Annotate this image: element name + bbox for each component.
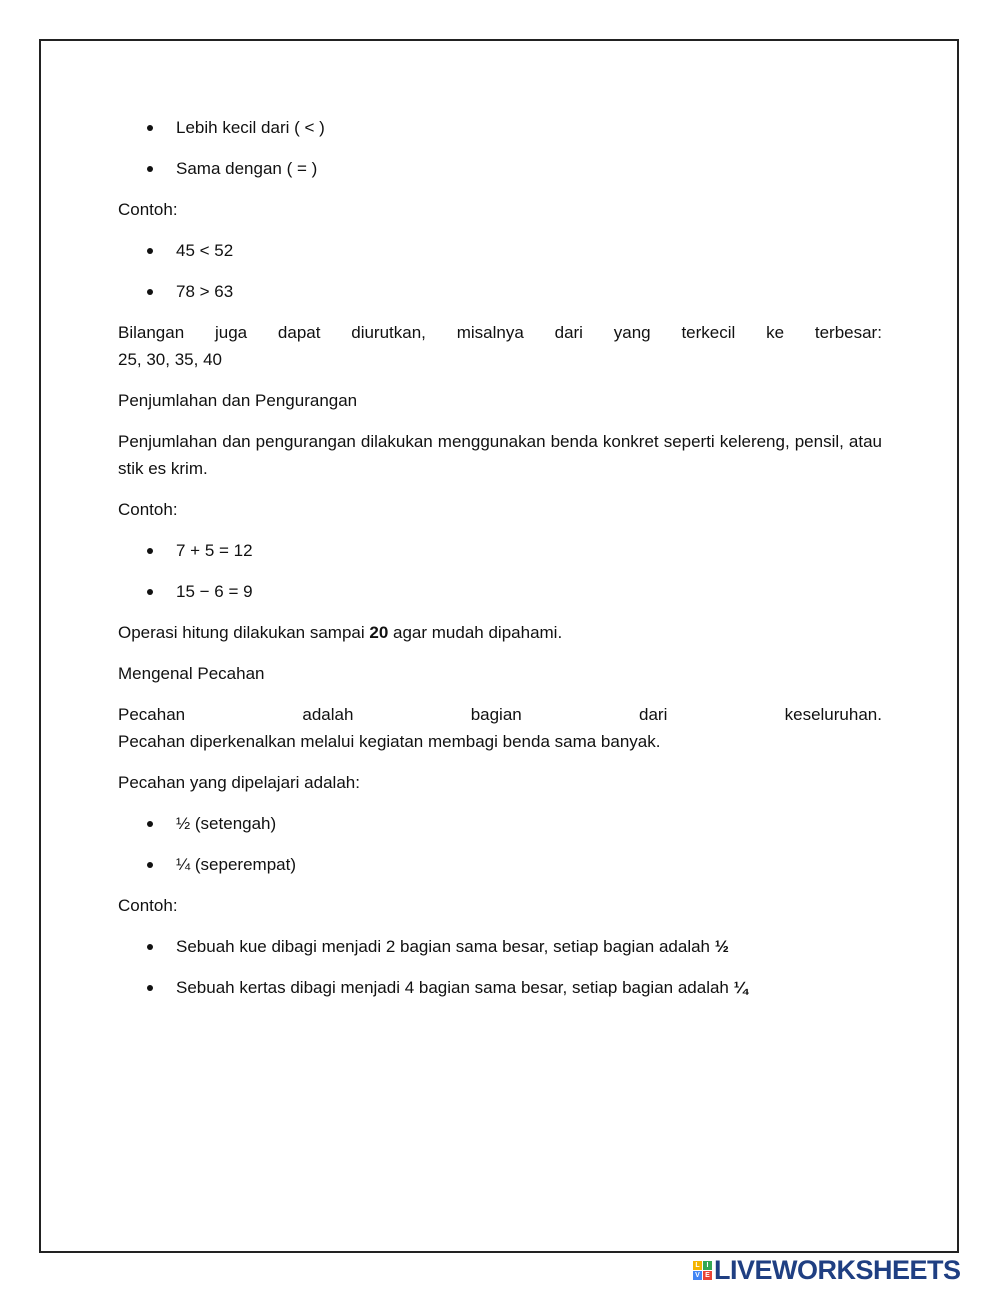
word: misalnya xyxy=(456,323,524,342)
operation-text-suffix: agar mudah dipahami. xyxy=(388,623,563,642)
example-sentence: Sebuah kertas dibagi menjadi 4 bagian sama besar, setiap bagian adalah xyxy=(176,978,734,997)
bullet-icon xyxy=(147,985,153,991)
list-item-text: 45 < 52 xyxy=(176,241,234,260)
liveworksheets-wordmark: LIVEWORKSHEETS xyxy=(714,1254,961,1285)
word: ke xyxy=(766,323,785,342)
fraction-definition-line xyxy=(118,701,882,728)
fraction-examples xyxy=(118,933,882,1001)
list-item-text xyxy=(176,978,748,997)
ordering-values: 25, 30, 35, 40 xyxy=(118,350,222,369)
list-item-text: 78 > 63 xyxy=(176,282,234,301)
liveworksheets-logo-icon xyxy=(693,1261,712,1280)
bullet-icon xyxy=(147,248,153,254)
bullet-icon xyxy=(147,944,153,950)
list-item xyxy=(118,810,882,837)
fraction-definition-paragraph xyxy=(118,701,882,755)
list-item xyxy=(118,974,882,1001)
bullet-icon xyxy=(147,125,153,131)
section-heading-fraction: Mengenal Pecahan xyxy=(118,664,265,683)
fraction-learned-intro: Pecahan yang dipelajari adalah: xyxy=(118,773,360,792)
word: dari xyxy=(554,323,583,342)
ordering-line xyxy=(118,319,882,346)
logo-tile: L xyxy=(693,1261,702,1270)
word: diurutkan, xyxy=(351,323,426,342)
list-item-text: 7 + 5 = 12 xyxy=(176,541,253,560)
list-item-text: Sama dengan ( = ) xyxy=(176,159,318,178)
operation-text-prefix: Operasi hitung dilakukan sampai xyxy=(118,623,370,642)
bullet-icon xyxy=(147,862,153,868)
worksheet-content xyxy=(118,114,882,1015)
word: juga xyxy=(214,323,248,342)
word: terkecil xyxy=(681,323,736,342)
comparison-list xyxy=(118,114,882,182)
list-item xyxy=(118,155,882,182)
logo-tile: E xyxy=(703,1271,712,1280)
list-item xyxy=(118,933,882,960)
word: dari xyxy=(639,705,668,724)
example-sentence: Sebuah kue dibagi menjadi 2 bagian sama besar, setiap bagian adalah xyxy=(176,937,715,956)
logo-tile: I xyxy=(703,1261,712,1270)
list-item-text xyxy=(176,937,729,956)
example-label: Contoh: xyxy=(118,200,178,219)
word: dapat xyxy=(277,323,321,342)
fraction-intro-line: Pecahan diperkenalkan melalui kegiatan membagi benda sama banyak. xyxy=(118,732,661,751)
word: yang xyxy=(613,323,651,342)
operation-paragraph xyxy=(118,619,882,646)
word: Pecahan xyxy=(118,705,186,724)
fraction-value: ¼ xyxy=(733,978,748,997)
word: bagian xyxy=(470,705,522,724)
logo-tile: V xyxy=(693,1271,702,1280)
list-item-text: ½ (setengah) xyxy=(176,814,277,833)
operation-limit-number: 20 xyxy=(369,623,389,642)
list-item xyxy=(118,278,882,305)
liveworksheets-logo[interactable] xyxy=(693,1254,961,1285)
comparison-examples xyxy=(118,237,882,305)
addition-paragraph: Penjumlahan dan pengurangan dilakukan menggunakan benda konkret seperti kelereng, pensil, atau stik es krim. xyxy=(118,432,882,478)
example-label: Contoh: xyxy=(118,896,178,915)
list-item xyxy=(118,537,882,564)
bullet-icon xyxy=(147,589,153,595)
list-item xyxy=(118,237,882,264)
bullet-icon xyxy=(147,548,153,554)
list-item xyxy=(118,851,882,878)
bullet-icon xyxy=(147,821,153,827)
list-item-text: 15 − 6 = 9 xyxy=(176,582,253,601)
bullet-icon xyxy=(147,166,153,172)
list-item-text: ¼ (seperempat) xyxy=(176,855,296,874)
list-item xyxy=(118,114,882,141)
list-item xyxy=(118,578,882,605)
word: Bilangan xyxy=(118,323,185,342)
fraction-value: ½ xyxy=(714,937,729,956)
ordering-paragraph xyxy=(118,319,882,373)
word: keseluruhan. xyxy=(784,705,882,724)
word: adalah xyxy=(302,705,354,724)
word: terbesar: xyxy=(814,323,882,342)
section-heading-addition: Penjumlahan dan Pengurangan xyxy=(118,391,358,410)
example-label: Contoh: xyxy=(118,500,178,519)
fraction-list xyxy=(118,810,882,878)
list-item-text: Lebih kecil dari ( < ) xyxy=(176,118,325,137)
bullet-icon xyxy=(147,289,153,295)
addition-examples xyxy=(118,537,882,605)
